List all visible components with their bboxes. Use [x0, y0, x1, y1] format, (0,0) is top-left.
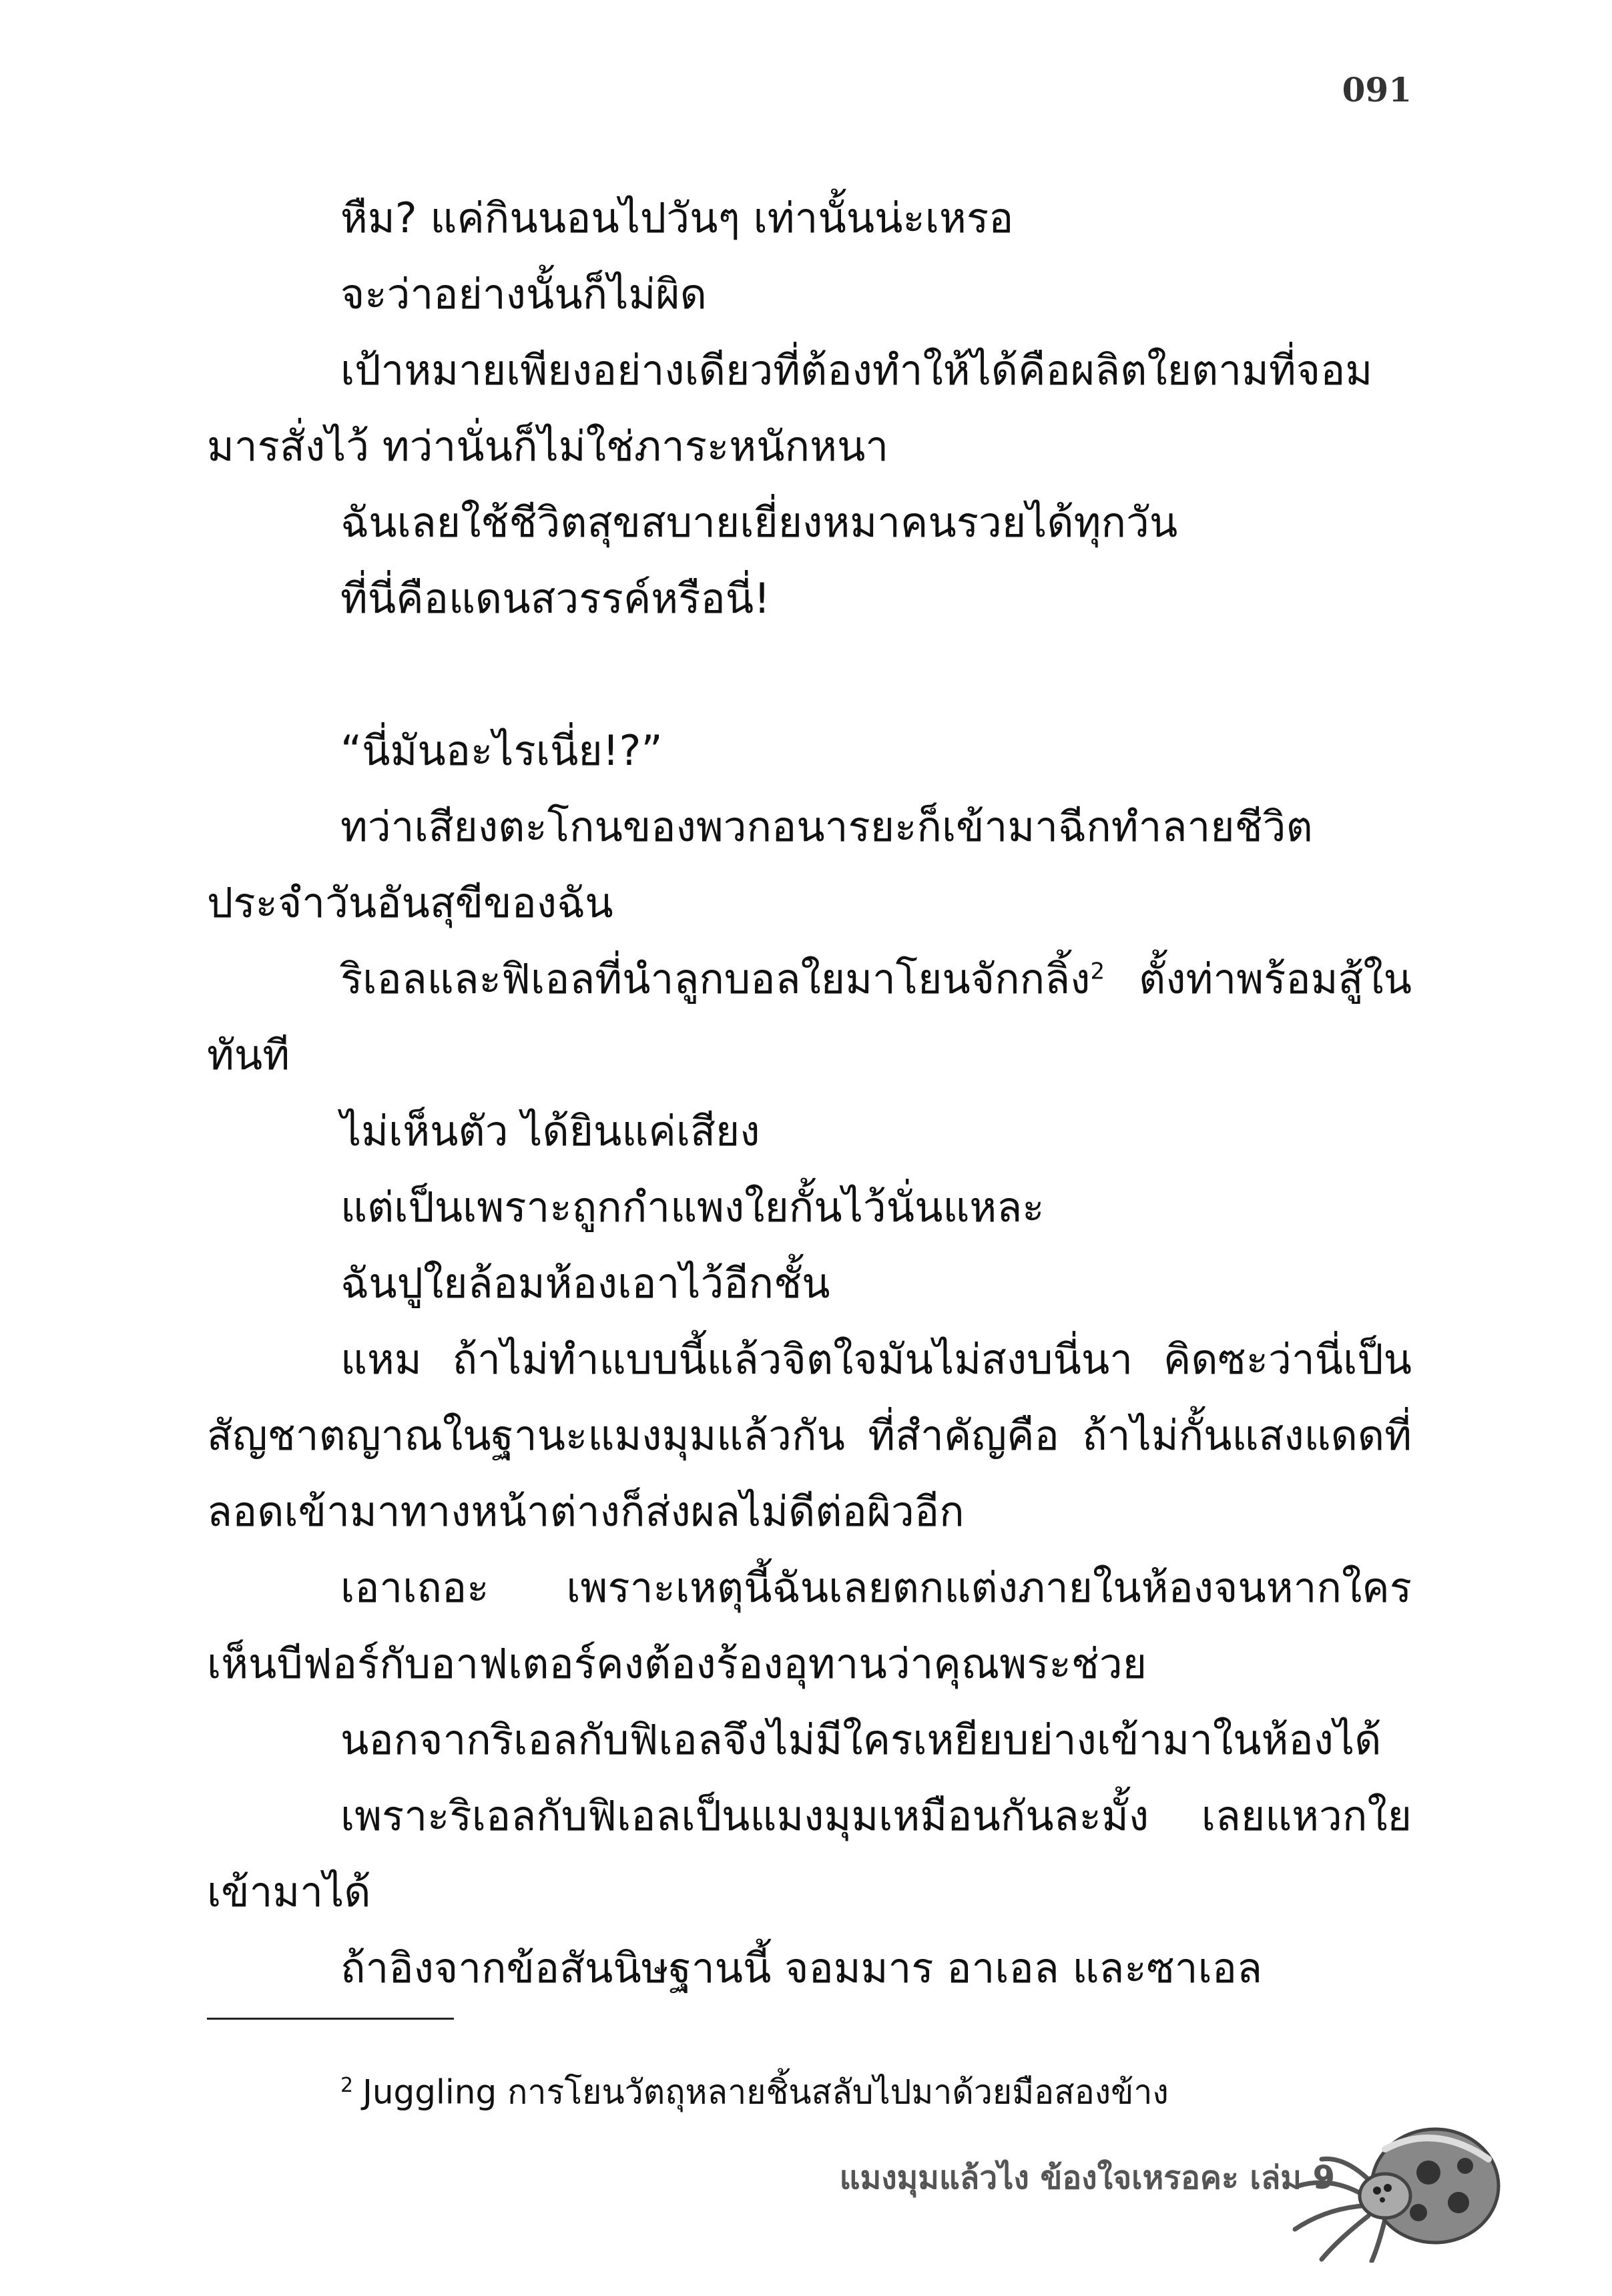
spider-icon	[1285, 2096, 1505, 2263]
footnote-text: Juggling การโยนวัตถุหลายชิ้นสลับไปมาด้วยมือสองข้าง	[362, 2072, 1169, 2112]
paragraph: จะว่าอย่างนั้นก็ไม่ผิด	[340, 270, 707, 318]
paragraph: นอกจากริเอลกับฟิเอลจึงไม่มีใครเหยียบย่างเข้ามาในห้องได้	[340, 1715, 1382, 1764]
body-text	[207, 180, 1412, 2006]
paragraph: เป้าหมายเพียงอย่างเดียวที่ต้องทำให้ได้คือผลิตใยตามที่จอมมารสั่งไว้ ทว่านั่นก็ไม่ใช่ภาระหนักหนา	[207, 346, 1373, 471]
paragraph: ฉันปูใยล้อมห้องเอาไว้อีกชั้น	[340, 1259, 830, 1308]
paragraph: เอาเถอะ เพราะเหตุนี้ฉันเลยตกแต่งภายในห้องจนหากใครเห็นบีฟอร์กับอาฟเตอร์คงต้องร้องอุทานว่าคุณพระช่วย	[207, 1563, 1412, 1688]
paragraph: “นี่มันอะไรเนี่ย!?”	[340, 726, 663, 775]
footnote-marker: 2	[340, 2074, 354, 2097]
paragraph: เพราะริเอลกับฟิเอลเป็นแมงมุมเหมือนกันละมั้ง เลยแหวกใยเข้ามาได้	[207, 1791, 1412, 1916]
footnote	[340, 2062, 1408, 2116]
paragraph: ไม่เห็นตัว ได้ยินแค่เสียง	[340, 1107, 760, 1155]
running-footer-title: แมงมุมแล้วไง ข้องใจเหรอคะ เล่ม 9	[839, 2159, 1335, 2197]
paragraph-text: ตั้งท่าพร้อมสู้ในทันที	[207, 954, 1412, 1079]
paragraph: ที่นี่คือแดนสวรรค์หรือนี่!	[340, 574, 770, 623]
paragraph: ทว่าเสียงตะโกนของพวกอนารยะก็เข้ามาฉีกทำลายชีวิตประจำวันอันสุขีของฉัน	[207, 802, 1313, 927]
footnote-reference[interactable]: 2	[1090, 958, 1105, 985]
paragraph: ถ้าอิงจากข้อสันนิษฐานนี้ จอมมาร อาเอล และซาเอล	[340, 1944, 1263, 1992]
footnote-divider	[207, 2018, 454, 2020]
paragraph-with-footnote	[207, 941, 1412, 1093]
paragraph: หืม? แค่กินนอนไปวันๆ เท่านั้นน่ะเหรอ	[340, 194, 1014, 242]
page-number: 091	[1342, 70, 1412, 109]
paragraph: ฉันเลยใช้ชีวิตสุขสบายเยี่ยงหมาคนรวยได้ทุกวัน	[340, 498, 1178, 547]
paragraph: แหม ถ้าไม่ทำแบบนี้แล้วจิตใจมันไม่สงบนี่นา คิดซะว่านี่เป็นสัญชาตญาณในฐานะแมงมุมแล้วกัน ที่สำคัญคือ ถ้าไม่กั้นแสงแดดที่ลอดเข้ามาทางหน้าต่างก็ส่งผลไม่ดีต่อผิวอีก	[207, 1335, 1412, 1536]
section-break	[207, 637, 1412, 713]
paragraph-text: ริเอลและฟิเอลที่นำลูกบอลใยมาโยนจักกลิ้ง	[340, 954, 1091, 1003]
paragraph: แต่เป็นเพราะถูกกำแพงใยกั้นไว้นั่นแหละ	[340, 1183, 1045, 1231]
